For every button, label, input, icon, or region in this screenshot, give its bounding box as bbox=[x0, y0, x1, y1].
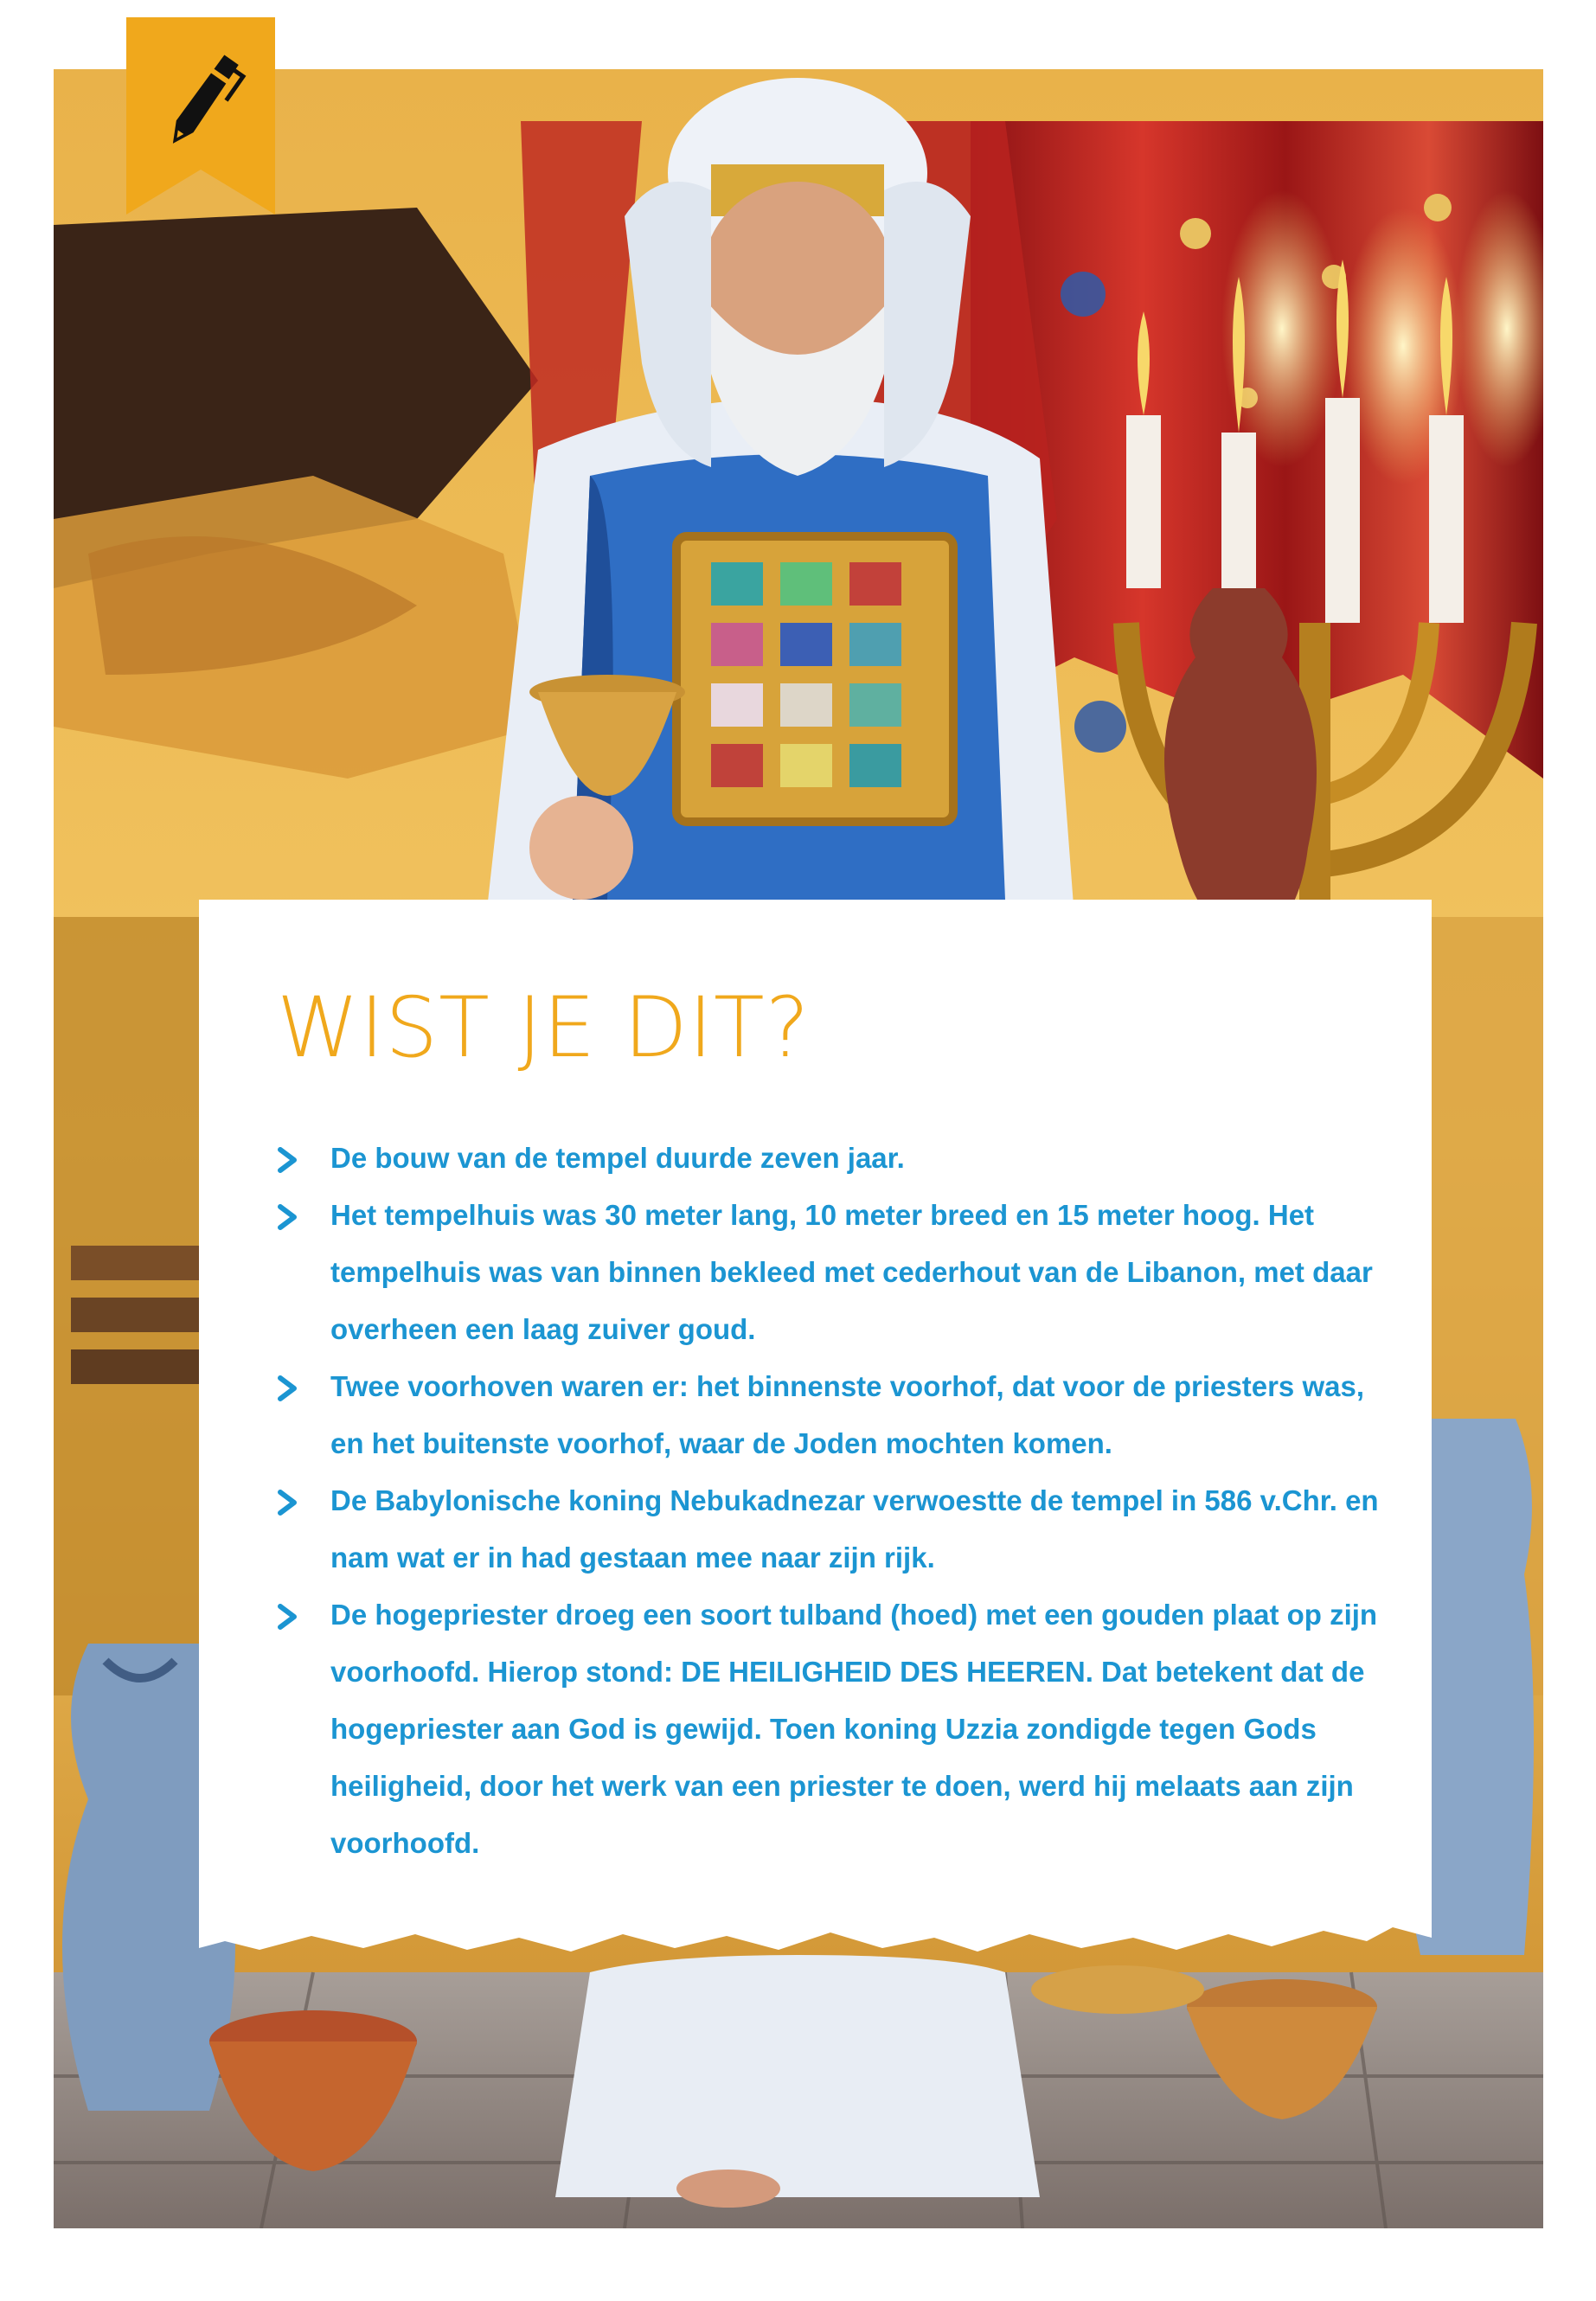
fact-text: De bouw van de tempel duurde zeven jaar. bbox=[330, 1142, 905, 1174]
chevron-right-icon bbox=[277, 1490, 299, 1516]
chevron-right-icon bbox=[277, 1604, 299, 1630]
chevron-right-icon bbox=[277, 1147, 299, 1173]
chevron-right-icon bbox=[277, 1375, 299, 1401]
bookmark-ribbon bbox=[126, 17, 275, 215]
info-card bbox=[199, 900, 1432, 1981]
fact-text: Twee voorhoven waren er: het binnenste voorhof, dat voor de priesters was, en het buitenste voorhof, waar de Joden mochten komen. bbox=[330, 1370, 1364, 1459]
fact-text: Het tempelhuis was 30 meter lang, 10 meter breed en 15 meter hoog. Het tempelhuis was van binnen bekleed met cederhout van de Libanon, met daar overheen een laag zuiver goud. bbox=[330, 1199, 1373, 1345]
facts-list bbox=[277, 1130, 1384, 1872]
fact-text: De hogepriester droeg een soort tulband (hoed) met een gouden plaat op zijn voorhoofd. Hierop stond: DE HEILIGHEID DES HEEREN. Dat betekent dat de hogepriester aan God is gewijd. Toen koning Uzzia zondigde tegen Gods heiligheid, door het werk van een priester te doen, werd hij melaats aan zijn voorhoofd. bbox=[330, 1599, 1378, 1859]
list-item bbox=[277, 1586, 1384, 1872]
chevron-right-icon bbox=[277, 1204, 299, 1230]
list-item bbox=[277, 1472, 1384, 1586]
list-item bbox=[277, 1130, 1384, 1187]
list-item bbox=[277, 1358, 1384, 1472]
list-item bbox=[277, 1187, 1384, 1358]
fact-text: De Babylonische koning Nebukadnezar verwoestte de tempel in 586 v.Chr. en nam wat er in had gestaan mee naar zijn rijk. bbox=[330, 1484, 1379, 1574]
card-title: WIST JE DIT? bbox=[277, 979, 811, 1076]
